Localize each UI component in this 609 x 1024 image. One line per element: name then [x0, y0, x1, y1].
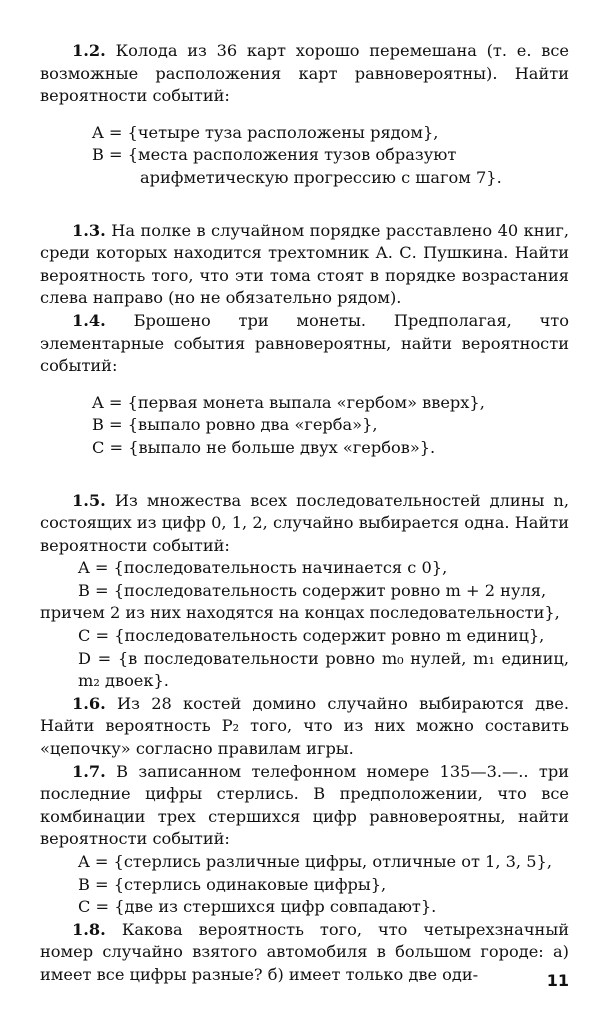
problem-number: 1.2. — [72, 41, 106, 60]
problem-text: В записанном телефонном номере 135—3.—.. три последние цифры стерлись. В предположении, что все комбинации трех стершихся цифр равновероятны, найти вероятности событий: — [40, 761, 569, 849]
problem-text: На полке в случайном порядке расставлено 40 книг, среди которых находится трехтомник А. С. Пушкина. Найти вероятность того, что эти тома стоят в порядке возрастания слева направо (но не обязательно рядом). — [40, 220, 569, 308]
problem-text: Из множества всех последовательностей длины n, состоящих из цифр 0, 1, 2, случайно выбирается одна. Найти вероятности событий: — [40, 490, 569, 555]
event-b: B = {последовательность содержит ровно m + 2 нуля, — [78, 580, 547, 600]
problem-1-6 — [40, 693, 569, 761]
event-c: C = {выпало не больше двух «гербов»}. — [92, 437, 436, 457]
problem-number: 1.4. — [72, 310, 106, 330]
event-a: A = {последовательность начинается с 0}, — [78, 558, 448, 578]
event-b-continuation: арифметическую прогрессию с шагом 7}. — [140, 167, 502, 187]
event-b: B = {выпало ровно два «герба»}, — [92, 415, 378, 435]
problem-1-7 — [40, 761, 569, 919]
problem-text: Брошено три монеты. Предполагая, что элементарные события равновероятны, найти вероятности событий: — [40, 310, 569, 376]
problem-1-4 — [40, 310, 569, 460]
event-a: A = {четыре туза расположены рядом}, — [92, 122, 439, 142]
problem-1-5 — [40, 490, 569, 693]
problem-1-2 — [40, 40, 569, 190]
problem-number: 1.8. — [72, 919, 106, 939]
page-number: 11 — [546, 971, 569, 990]
event-a: A = {первая монета выпала «гербом» вверх}, — [92, 392, 485, 412]
problem-1-8 — [40, 919, 569, 987]
problem-number: 1.5. — [72, 490, 106, 510]
problem-1-3 — [40, 220, 569, 310]
event-a: A = {стерлись различные цифры, отличные от 1, 3, 5}, — [78, 852, 552, 871]
event-b: B = {стерлись одинаковые цифры}, — [78, 874, 387, 894]
problem-text: Из 28 костей домино случайно выбираются две. Найти вероятность P₂ того, что из них можно составить «цепочку» согласно правилам игры. — [40, 693, 569, 759]
event-list — [92, 392, 569, 460]
event-b: B = {места расположения тузов образуют — [92, 145, 457, 165]
problem-number: 1.7. — [72, 761, 106, 781]
problem-number: 1.3. — [72, 220, 106, 240]
problem-text: Колода из 36 карт хорошо перемешана (т. е. все возможные расположения карт равновероятны). Найти вероятности событий: — [40, 41, 569, 106]
problem-text: Какова вероятность того, что четырехзначный номер случайно взятого автомобиля в большом городе: а) имеет все цифры разные? б) имеет только две оди- — [40, 919, 570, 984]
event-d: D = {в последовательности ровно m₀ нулей, m₁ единиц, m₂ двоек}. — [78, 648, 569, 691]
event-list — [92, 122, 569, 190]
event-b-continuation: причем 2 из них находятся на концах последовательности}, — [40, 603, 560, 623]
event-c: C = {последовательность содержит ровно m единиц}, — [78, 626, 545, 646]
event-c: C = {две из стершихся цифр совпадают}. — [78, 897, 437, 917]
problem-number: 1.6. — [72, 693, 106, 713]
event-list — [78, 851, 569, 919]
